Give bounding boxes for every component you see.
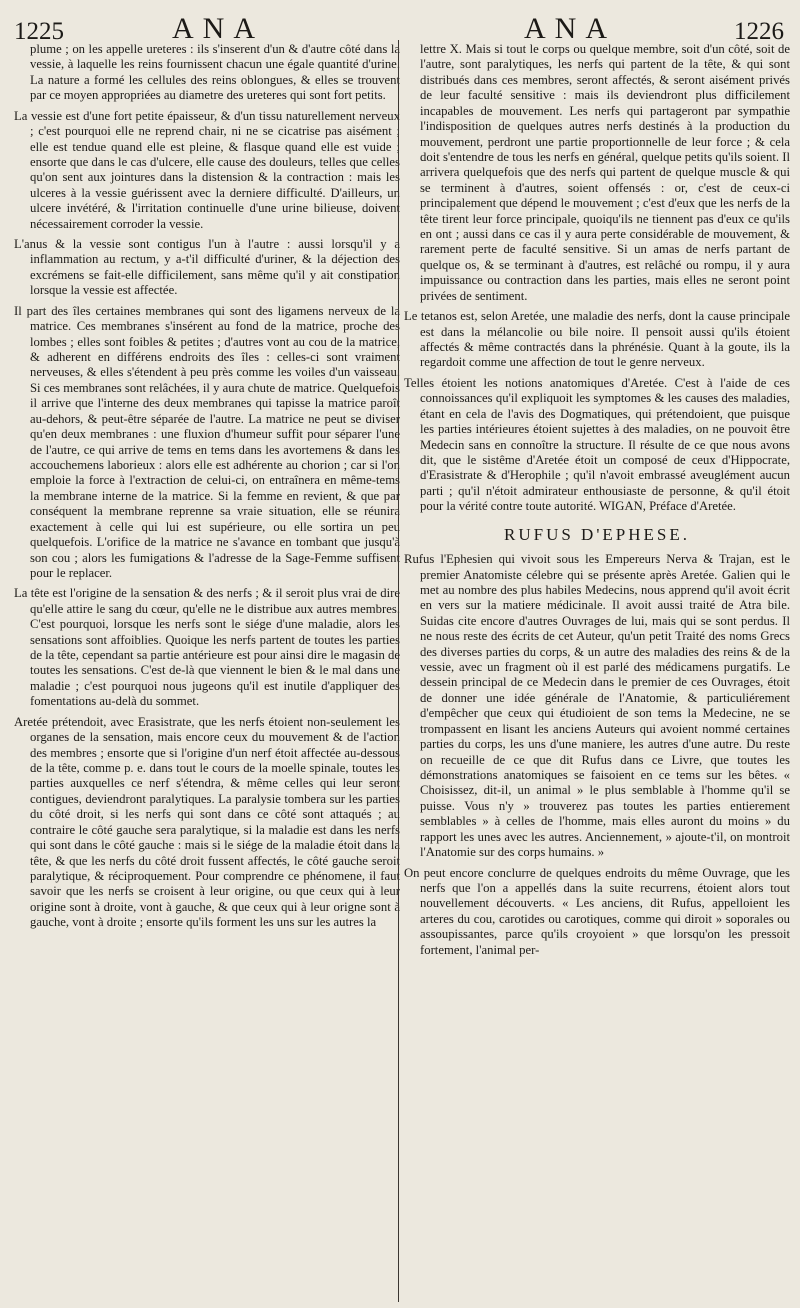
column-divider xyxy=(398,40,399,1302)
paragraph: On peut encore conclurre de quelques endroits du même Ouvrage, que les nerfs que l'on a appellés dans la suite recurrens, étoient alors tout nouvellement découverts. « Les anciens, dit Rufus, appelloient les arteres du cou, carotides ou carotiques, comme qui diroit » soporales ou assoupissantes, parce qu'ils croyoient » que lorsqu'on les pressoit fortement, l'animal per- xyxy=(404,865,790,957)
paragraph: L'anus & la vessie sont contigus l'un à l'autre : aussi lorsqu'il y a inflammation au rectum, y a-t'il difficulté d'uriner, & la déjection des excrémens se fait-elle difficilement, sans même qu'il y ait constipation lorsque la vessie est affectée. xyxy=(14,237,400,298)
paragraph: Rufus l'Ephesien qui vivoit sous les Empereurs Nerva & Trajan, est le premier Anatomiste célebre qui se présente après Aretée. Galien qui le met au nombre des plus habiles Medecins, nous apprend qu'il avoit écrit en vers sur la matiere médicinale. Il avoit aussi traité de Atra bile. Suidas cite encore d'autres Ouvrages de lui, mais qui se sont perdus. Il ne nous reste des écrits de cet Auteur, qu'un petit Traité des noms Grecs des diverses parties du corps, & un autre des maladies des reins & de la vessie, avec un fragment où il est parlé des médicamens purgatifs. Le dessein principal de ce Medecin dans le premier de ces Ouvrages, étoit de donner une idée générale de l'Anatomie, & particuliérement d'empêcher que ceux qui étudioient de son tems la Medecine, ne se trompassent en lisant les anciens Auteurs qui avoient nommé certaines parties du corps, les uns d'une maniere, les autres d'une autre. Du reste on recueille de ce que dit Rufus dans ce Livre, que toutes les démonstrations anatomiques se faisoient en ce tems sur les bêtes. « Choisissez, dit-il, un animal » le plus semblable à l'homme qu'il se puisse. Vous n'y » trouverez pas toutes les parties entierement semblables » à celles de l'homme, mais elles auront du moins » du rapport les unes avec les autres. Anciennement, » ajoute-t'il, on montroit l'Anatomie sur des corps humains. » xyxy=(404,552,790,860)
running-head-left: ANA xyxy=(172,12,264,45)
page-number-left: 1225 xyxy=(14,18,64,45)
page-header xyxy=(0,6,800,45)
page-number-right: 1226 xyxy=(734,18,784,45)
paragraph: lettre X. Mais si tout le corps ou quelque membre, soit d'un côté, soit de l'autre, sont paralytiques, les nerfs qui partent de la tête, & qui sont distribués dans ces membres, seront affectés, & seront aisément privés de leur faculté sensitive : mais ils deviendront plus difficilement incapables de mouvement. Les nerfs qui partageront par sympathie l'indisposition de quelques autres nerfs destinés à la production du mouvement, perdront une partie proportionnelle de leur force ; & cela doit s'entendre de tous les nerfs en général, quelque petits qu'ils soient. Il arrivera quelquefois que des nerfs qui partent de quelque muscle & qui se terminent à d'autres, soient offensés : or, c'est de ceux-ci principalement que dépend le mouvement ; c'est d'eux que les nerfs de la tête tirent leur force principale, quoiqu'ils ne tiennent pas d'eux ce qu'ils en ont ; aussi dans ce cas il y aura perte considérable de mouvement, & rarement perte de faculté sensitive. Si un amas de nerfs partant de quelque os, & se terminant à d'autres, est relâché ou rompu, il y aura impuissance ou contraction dans les parties, mais elles ne seront point privées de sentiment. xyxy=(420,42,790,303)
paragraph: plume ; on les appelle ureteres : ils s'inserent d'un & d'autre côté dans la vessie, à laquelle les reins fournissent chacun une égale quantité d'urine. La nature a formé les cellules des reins oblongues, & elles se trouvent par ce moyen appropriées au diametre des ureteres qui sont fort petits. xyxy=(30,42,400,103)
paragraph: Telles étoient les notions anatomiques d'Aretée. C'est à l'aide de ces connoissances qu'il expliquoit les symptomes & les causes des maladies, étant en cela de l'avis des Dogmatiques, qui prétendoient, que puisque les parties intérieures étoient sujettes à des maladies, on ne pouvoit être Medecin sans en connoître la structure. Il résulte de ce que nous avons dit, que le sistême d'Aretée étoit un composé de ceux d'Hippocrate, d'Erasistrate & d'Herophile ; qu'il n'avoit embrassé aveuglément aucun parti ; qu'il n'étoit admirateur enthousiaste de personne, & qu'il étoit pour la vérité contre toute autorité. WIGAN, Préface d'Aretée. xyxy=(404,375,790,514)
left-column xyxy=(14,42,400,936)
paragraph: La vessie est d'une fort petite épaisseur, & d'un tissu naturellement nerveux ; c'est pourquoi elle ne reprend chair, ni ne se cicatrise pas aisément ; elle est tendue quand elle est pleine, & flasque quand elle est vuide ; ensorte que dans le cas d'ulcere, elle cause des douleurs, telles que celles qu'on sent aux jointures dans la distension & la contraction : mais les ulceres à la vessie guérissent avec la derniere difficulté. D'ailleurs, un ulcere invétéré, & l'irritation continuelle d'une urine bilieuse, doivent nécessairement corroder la vessie. xyxy=(14,108,400,231)
paragraph: La tête est l'origine de la sensation & des nerfs ; & il seroit plus vrai de dire qu'elle attire le sang du cœur, qu'elle ne le distribue aux autres membres. C'est pourquoi, lorsque les nerfs sont le siége d'une maladie, alors les sensations sont affoiblies. Quoique les nerfs partent de toutes les parties de la tête, cependant sa partie antérieure est pour ainsi dire le magasin de toutes les sensations. C'est de-là que viennent le bien & le mal dans une maladie ; c'est pourquoi nous jugeons qu'il est inutile d'appliquer des fomentations au-delà du sommet. xyxy=(14,586,400,709)
right-column xyxy=(404,42,790,963)
paragraph: Aretée prétendoit, avec Erasistrate, que les nerfs étoient non-seulement les organes de la sensation, mais encore ceux du mouvement & de l'action des membres ; ensorte que si l'origine d'un nerf étoit affectée au-dessous de la tête, comme p. e. dans tout le cours de la moelle spinale, toutes les parties auxquelles ce nerf s'étendra, & même celles qui leur seront contigues, deviendront paralytiques. La paralysie tombera sur les parties du côté droit, si les nerfs qui sont dans ce côté sont attaqués ; au contraire le côté gauche sera paralytique, si la maladie est dans les nerfs qui sont dans le côté gauche : mais si le siége de la maladie étoit dans la tête, & que les nerfs du côté droit fussent affectés, le côté gauche seroit paralytique, & réciproquement. Pour comprendre ce phénomene, il faut savoir que les nerfs se croisent à leur origine, ou que ceux qui à leur origine sont à droite, vont à gauche, & que ceux qui à leur origne sont à gauche, vont à droite ; ensorte qu'ils forment les uns sur les autres la xyxy=(14,714,400,930)
paragraph: Le tetanos est, selon Aretée, une maladie des nerfs, dont la cause principale est dans la mélancolie ou bile noire. Il pensoit aussi qu'ils étoient affectés & même contractés dans la phrénésie. Quant à la goute, ils la regardoit comme une affection de tout le genre nerveux. xyxy=(404,309,790,370)
running-head-right: ANA xyxy=(524,12,616,45)
section-heading: RUFUS D'EPHESE. xyxy=(504,524,690,544)
paragraph: Il part des îles certaines membranes qui sont des ligamens nerveux de la matrice. Ces membranes s'insérent au fond de la matrice, proche des lombes ; elles sont foibles & petites ; d'autres vont au cou de la matrice, & adherent en différens endroits des îles : celles-ci sont vraiment nerveuses, & elles s'étendent à peu près comme les voiles d'un vaisseau. Si ces membranes sont relâchées, il y aura chute de matrice. Quelquefois il arrive que l'interne des deux membranes qui tapisse la matrice paroît au-dehors, & peut-être séparée de l'autre. La matrice ne peut se diviser qu'en deux membranes : une fluxion d'humeur suffit pour séparer l'une de l'autre, ce qui arrive de tems en tems dans les avortemens & dans les accouchemens laborieux : alors elle est adhérente au chorion ; car si l'on emploie la force à l'extraction de celui-ci, on entraînera en même-tems la membrane interne de la matrice. Si la femme en revient, & que par conséquent la membrane reprenne sa vraie situation, elle se réunira exactement à celle qui lui est supérieure, ou elle sortira un peu quelquefois. L'orifice de la matrice ne s'avance en tombant que jusqu'à son cou ; alors les fumigations & l'adresse de la Sage-Femme suffisent pour le replacer. xyxy=(14,303,400,580)
